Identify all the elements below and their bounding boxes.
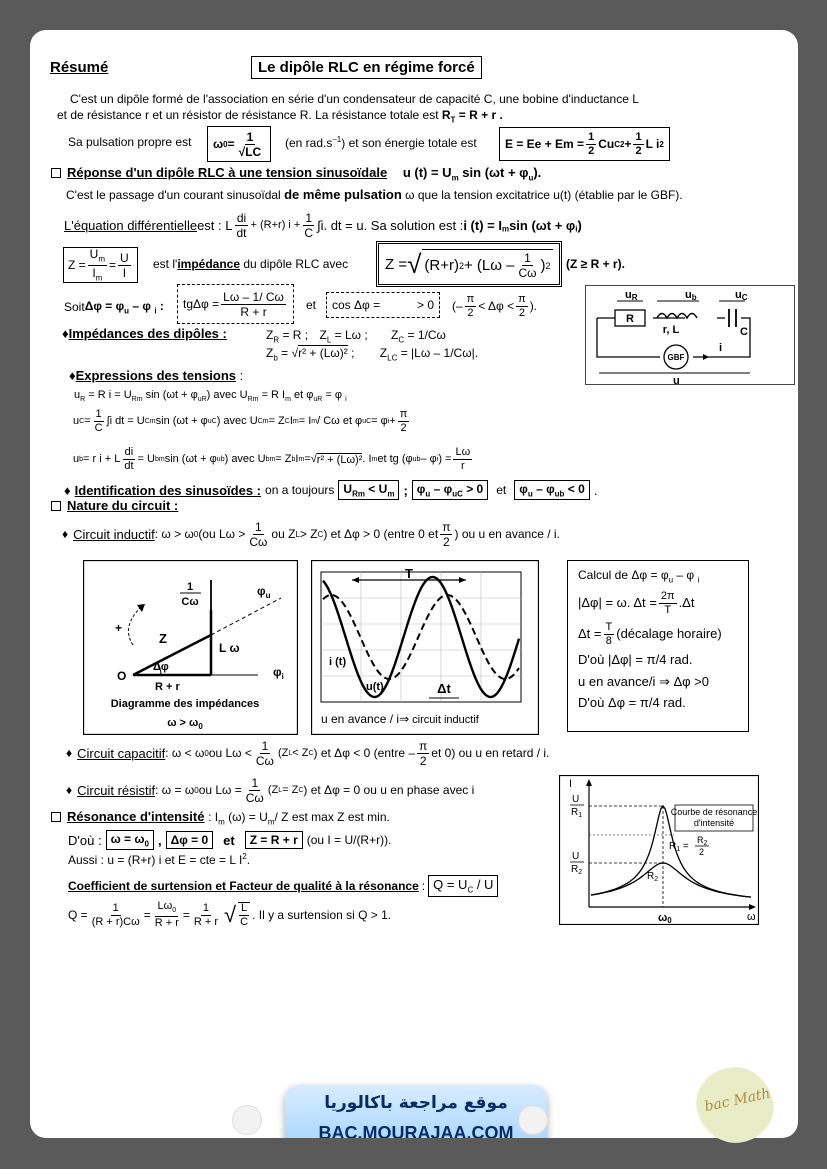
phi-i-label: $\varphi_i$: [273, 665, 284, 681]
tension-coil: u b = r i + L $\frac{di}{dt}$ = U bm sin (ωt + φ ub ) avec U bm = Z b I m = √ r² + (Lω)² . I m et tg (φ ub – φ i ) = $\frac{L\omega}{r}$: [73, 445, 471, 472]
impedance-formula: Z = √ (R+r) 2 + (Lω – $\frac{1}{C\omega}$ ) 2: [376, 241, 562, 287]
r1-relation-label: $R_1$ =: [669, 841, 689, 853]
graph-frame: [312, 561, 539, 735]
pulsation-label: Sa pulsation propre est: [68, 135, 192, 149]
z-extension-line: [211, 598, 281, 635]
calcul-line6: D'où Δφ = π/4 rad.: [578, 695, 686, 711]
sqrt-icon: √: [407, 248, 422, 279]
impedances-line1: $Z_R = R$ ; $Z_L = L\omega$ ; $Z_C = 1/C\omega$: [266, 328, 446, 345]
y-axis-arrowhead-icon: [586, 779, 592, 786]
cos-phase-formula: cos Δφ = > 0: [326, 292, 440, 318]
phase-definition: Soit $\Delta\varphi = \varphi_u - \varphi$ $_i$ :: [64, 298, 164, 316]
diagram-caption: Diagramme des impédances: [110, 698, 260, 710]
calcul-box: [567, 560, 749, 732]
scope-screen: [321, 572, 521, 702]
intro-line1: C'est un dipôle formé de l'association en série d'un condensateur de capacité C, une bobine d'inductance L: [70, 92, 639, 106]
impedance-text: est l'impédance du dipôle RLC avec: [153, 257, 349, 271]
calcul-line5: u en avance/i ⇒ Δφ >0: [578, 673, 709, 689]
c-omega-num: 1: [186, 581, 194, 593]
footer-logo-left-icon: [232, 1105, 262, 1135]
differential-equation: L'équation différentielle est : L $\frac{di}{dt}$ + (R+r) i + $\frac{1}{C}$ ∫i. dt = u. Sa solution est : i (t) = I $_m$ sin (ωt + φ $_i$ ): [64, 210, 582, 240]
resistor-label: R: [626, 313, 634, 325]
capacitor-label: C: [740, 326, 748, 338]
tan-phase-formula: tgΔφ = $\frac{L\omega - 1/ C\omega}{R + r}$: [177, 284, 294, 324]
resonance-heading: Résonance d'intensité : $I_m$ $(\omega) = U_m/$ Z est max Z est min.: [51, 809, 390, 826]
i-wave-curve: [323, 595, 519, 679]
footer-logo-right-icon: [518, 1105, 548, 1135]
coil-symbol: [657, 314, 697, 319]
sinusoid-graph: [311, 560, 539, 735]
uc-label: uC: [735, 289, 748, 302]
u-over-r2-den: $R_2$: [571, 864, 583, 876]
u-over-r1-num: U: [572, 794, 580, 805]
impedances-line2: $Z_b = √r^2 + (L\omega)^2$ ; $Z_{LC} = |L\omega - 1/C\omega|$.: [266, 346, 479, 363]
coil-label: r, L: [662, 324, 680, 336]
omega0-formula: ω 0 = $\frac{1}{√LC}$: [207, 126, 271, 162]
quality-factor-formula: Q = $\frac{1}{(R + r)C\omega}$ = $\frac{L\omega_0}{R + r}$ = $\frac{1}{R + r}$ √ $\frac{L}{C}$ . Il y a surtension si Q > 1.: [68, 900, 392, 929]
tension-capacitor: u C = $\frac{1}{C}$ ∫i dt = U Cm sin (ωt + φ uC ) avec U Cm = Z C I m = I m / Cω et φ uC = φ i + $\frac{\pi}{2}$: [73, 407, 408, 434]
energy-formula: E = Ee + Em = $\frac{1}{2}$ Cu C 2 + $\frac{1}{2}$ L i 2: [499, 127, 670, 161]
resonance-conditions: D'où : $\omega = \omega_0$ , Δφ = 0 et Z = R + r (ou I = U/(R+r)).: [68, 832, 392, 849]
document-page: [30, 30, 798, 1138]
impedance-ratio: Z = $\frac{U_m}{I_m}$ = $\frac{U}{I}$: [63, 247, 138, 283]
section1-heading: Réponse d'un dipôle RLC à une tension sinusoïdale u $(t) = U_m$ $\sin (\omega t + \varphi_u)$.: [51, 165, 541, 183]
impedances-heading: ♦Impédances des dipôles :: [62, 326, 227, 341]
phase-range: (– $\frac{\pi}{2}$ < Δφ < $\frac{\pi}{2}$ ).: [452, 292, 538, 319]
inductif-line: ♦ Circuit inductif : ω > ω 0 (ou Lω > $\frac{1}{C\omega}$ ou Z L > Z C ) et Δφ > 0 (entre 0 et $\frac{\pi}{2}$ ) ou u en avance / i.: [62, 519, 560, 549]
r1-relation-num: $R_2$: [697, 835, 708, 847]
calcul-line1: Calcul de $\Delta\varphi = \varphi_u - \varphi$ $_i$: [578, 568, 700, 585]
resume-title: Résumé: [50, 59, 109, 76]
resonance-curve-r2: [591, 863, 751, 897]
waves-caption: u en avance / i⇒ circuit inductif: [321, 712, 479, 726]
ub-label: ub: [685, 289, 697, 302]
u-label: u: [673, 375, 680, 385]
z-label: Z: [159, 631, 167, 646]
footer-banner[interactable]: [285, 1085, 547, 1138]
resistif-line: ♦ Circuit résistif : ω = ω 0 ou Lω = $\frac{1}{C\omega}$ (Z L = Z C ) et Δφ = 0 ou u en phase avec i: [66, 775, 475, 805]
dt-label: Δt: [437, 681, 451, 696]
calcul-line3: Δt = $\frac{T}{8}$ (décalage horaire): [578, 620, 722, 647]
section1-text: C'est le passage d'un courant sinusoïdal de même pulsation ω que la tension excitatrice u(t) (établie par le GBF).: [66, 187, 683, 202]
rr-label: R + r: [155, 681, 180, 693]
it-label: i (t): [329, 656, 347, 668]
diagram-condition: $\omega > \omega_0$: [167, 717, 203, 731]
lw-label: L ω: [219, 641, 240, 655]
rotation-arrowhead-icon: [137, 604, 145, 612]
checkbox-bullet-icon: [51, 501, 61, 511]
footer-site-url[interactable]: BAC.MOURAJAA.COM: [318, 1123, 514, 1138]
x-axis-arrowhead-icon: [749, 904, 756, 910]
phi-u-label: $\varphi_u$: [257, 584, 271, 600]
omega0-tick-label: ω0: [658, 912, 672, 925]
c-omega-den: Cω: [181, 596, 199, 608]
x-axis-label: ω: [747, 911, 756, 923]
u-over-r2-num: U: [572, 851, 580, 862]
ut-label: u(t): [366, 681, 384, 693]
resonance-aussi: Aussi : u = (R+r) i et E = cte = L $I^2$.: [68, 852, 251, 867]
footer-arabic-title: موقع مراجعة باكالوريا: [324, 1093, 508, 1113]
rlc-circuit-diagram: [585, 285, 795, 385]
current-arrow-icon: [703, 354, 709, 360]
page-title: Le dipôle RLC en régime forcé: [251, 56, 482, 79]
period-arrowhead-left-icon: [352, 577, 359, 583]
z-vector: [133, 635, 211, 675]
scope-grid: [321, 572, 521, 702]
identification-line: ♦ Identification des sinusoïdes : on a toujours $U_{Rm} < U_m$ ; $\varphi_u - \varphi_{uC} > 0$ et $\varphi_u - \varphi_{ub} < 0$ .: [64, 482, 598, 499]
calcul-line4: D'où |Δφ| = π/4 rad.: [578, 651, 693, 667]
u-over-r1-den: $R_1$: [571, 807, 583, 819]
ur-label: uR: [625, 289, 638, 302]
tension-resistor: $u_R = R$ $i = U_{Rm}$ $\sin (\omega t + \varphi_{uR})$ avec $U_{Rm} = R$ $I_m$ et $\varphi_{uR} = \varphi$ $_i$: [74, 389, 347, 404]
plus-sign: +: [115, 621, 123, 635]
impedance-diagram: [83, 560, 298, 735]
rotation-arrow-icon: [129, 607, 142, 645]
y-axis-label: I: [569, 778, 573, 790]
nature-heading: Nature du circuit :: [51, 498, 178, 513]
origin-label: O: [117, 669, 127, 683]
legend-line1: Courbe de résonance: [670, 807, 758, 817]
current-label: i: [719, 342, 723, 354]
r2-curve-label: $R_2$: [647, 871, 659, 883]
legend-line2: d'intensité: [693, 818, 735, 828]
period-label: T: [405, 566, 413, 581]
checkbox-bullet-icon: [51, 168, 61, 178]
checkbox-bullet-icon: [51, 812, 61, 822]
impedance-condition: (Z ≥ R + r).: [566, 257, 625, 271]
calcul-line2: |Δφ| = ω. Δt = $\frac{2\pi}{T}$ .Δt: [578, 589, 695, 616]
dphi-label: Δφ: [153, 661, 169, 673]
tensions-heading: ♦Expressions des tensions :: [69, 368, 244, 383]
intro-line2: et de résistance r et un résistor de résistance R. La résistance totale est $R_T = R + r$ .: [57, 108, 503, 125]
period-arrowhead-right-icon: [459, 577, 466, 583]
gbf-label: GBF: [667, 353, 685, 362]
quality-factor-heading: Coefficient de surtension et Facteur de qualité à la résonance : $Q = U_C / U$: [68, 875, 498, 897]
unit-text: (en $rad.s^{-1}$) et son énergie totale est: [285, 135, 477, 150]
badge-text: bac Math: [703, 1085, 772, 1116]
resonance-curve-graph: [559, 775, 759, 925]
capacitif-line: ♦ Circuit capacitif : ω < ω 0 ou Lω < $\frac{1}{C\omega}$ (Z L < Z C ) et Δφ < 0 (entre – $\frac{\pi}{2}$ et 0) ou u en retard / i.: [66, 738, 550, 768]
r1-relation-den: 2: [699, 847, 705, 857]
et-text: et: [306, 298, 317, 312]
u-wave-curve: [323, 577, 519, 697]
